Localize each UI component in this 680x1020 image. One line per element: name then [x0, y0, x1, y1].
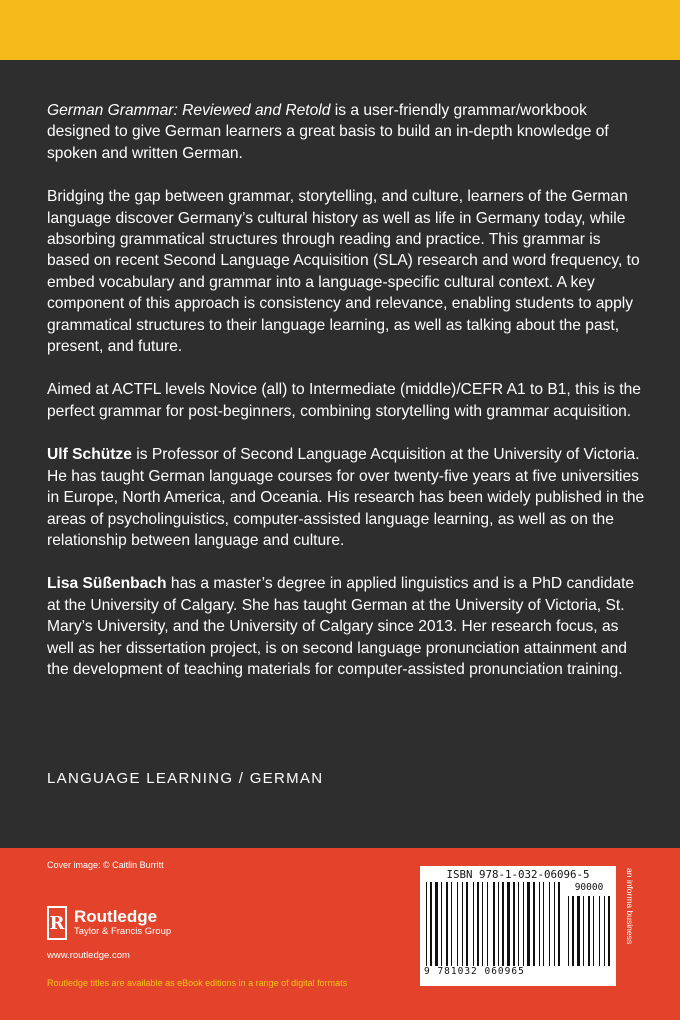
barcode-bar — [558, 882, 560, 966]
publisher-website: www.routledge.com — [47, 950, 130, 961]
isbn-barcode — [420, 866, 616, 986]
barcode-bar — [554, 882, 555, 966]
barcode-digits: 9 781032 060965 — [424, 966, 525, 977]
barcode-bar — [473, 882, 474, 966]
barcode-bar — [451, 882, 452, 966]
barcode-bar — [543, 882, 544, 966]
barcode-bar — [482, 882, 483, 966]
book-title: German Grammar: Reviewed and Retold — [47, 102, 331, 119]
barcode-bar — [457, 882, 458, 966]
routledge-logo-icon: R — [47, 906, 67, 940]
barcode-bar — [435, 882, 438, 966]
publisher-group: Taylor & Francis Group — [74, 926, 172, 937]
barcode-addon-bar — [577, 896, 580, 966]
barcode-bar — [426, 882, 427, 966]
barcode-addon-bar — [583, 896, 584, 966]
ebook-note: Routledge titles are available as eBook editions in a range of digital formats — [47, 978, 348, 988]
barcode-bar — [493, 882, 495, 966]
barcode-bar — [527, 882, 530, 966]
top-color-band — [0, 0, 680, 60]
subject-category: LANGUAGE LEARNING / GERMAN — [47, 770, 324, 787]
barcode-addon-bar — [593, 896, 594, 966]
barcode-bar — [502, 882, 504, 966]
barcode-bar — [430, 882, 432, 966]
author-name-2: Lisa Süßenbach — [47, 575, 167, 593]
author-bio-1: Ulf Schütze is Professor of Second Language Acquisition at the University of Victoria. He has taught German language courses for over twenty-five years at five universities in Europe, North America, and Oceania. His research has been widely published in the areas of psycholinguistics, computer-assisted language learning, as well as on the relationship between language and culture. — [47, 446, 645, 549]
barcode-addon-digits: 90000 — [574, 882, 604, 893]
barcode-bar — [466, 882, 468, 966]
back-cover-text — [47, 100, 647, 702]
blurb-paragraph-3: Aimed at ACTFL levels Novice (all) to Intermediate (middle)/CEFR A1 to B1, this is the perfect grammar for post-beginners, combining storytelling with grammar acquisition. — [47, 381, 641, 420]
isbn-label: ISBN 978-1-032-06096-5 — [446, 868, 590, 881]
barcode-bar — [487, 882, 488, 966]
publisher-logo — [47, 906, 171, 940]
barcode-bars — [426, 882, 612, 966]
barcode-addon-bar — [568, 896, 569, 966]
barcode-bar — [477, 882, 479, 966]
author-name-1: Ulf Schütze — [47, 446, 132, 464]
barcode-bar — [462, 882, 463, 966]
barcode-addon-bar — [608, 896, 610, 966]
barcode-bar — [518, 882, 519, 966]
barcode-addon-bar — [604, 896, 605, 966]
blurb-paragraph-1: German Grammar: Reviewed and Retold is a user-friendly grammar/workbook designed to give German learners a great basis to build an in-depth knowledge of spoken and written German. — [47, 102, 609, 162]
publisher-name: Routledge — [74, 907, 158, 926]
barcode-addon-bar — [572, 896, 574, 966]
barcode-bar — [513, 882, 515, 966]
barcode-bar — [498, 882, 499, 966]
barcode-bar — [539, 882, 540, 966]
barcode-bar — [507, 882, 510, 966]
barcode-bar — [446, 882, 448, 966]
barcode-bar — [441, 882, 442, 966]
barcode-addon-bar — [588, 896, 590, 966]
barcode-bar — [533, 882, 535, 966]
cover-credit: Cover image: © Caitlin Burritt — [47, 860, 164, 870]
blurb-paragraph-2: Bridging the gap between grammar, storytelling, and culture, learners of the German language discover Germany’s cultural history as well as life in Germany today, while absorbing grammatical structures through reading and practice. This grammar is based on recent Second Language Acquisition (SLA) research and word frequency, to embed vocabulary and grammar into a language-specific cultural context. A key component of this approach is consistency and relevance, enabling students to apply grammatical structures to their language learning, as well as talking about the past, present, and future. — [47, 188, 640, 356]
informa-note: an informa business — [625, 868, 635, 945]
barcode-addon-bar — [599, 896, 600, 966]
barcode-bar — [549, 882, 550, 966]
author-bio-2: Lisa Süßenbach has a master’s degree in applied linguistics and is a PhD candidate at the University of Calgary. She has taught German at the University of Victoria, St. Mary’s University, and the University of Calgary since 2013. Her research focus, as well as her dissertation project, is on second language pronunciation attainment and the development of teaching materials for computer-assisted pronunciation training. — [47, 575, 635, 678]
barcode-bar — [523, 882, 524, 966]
